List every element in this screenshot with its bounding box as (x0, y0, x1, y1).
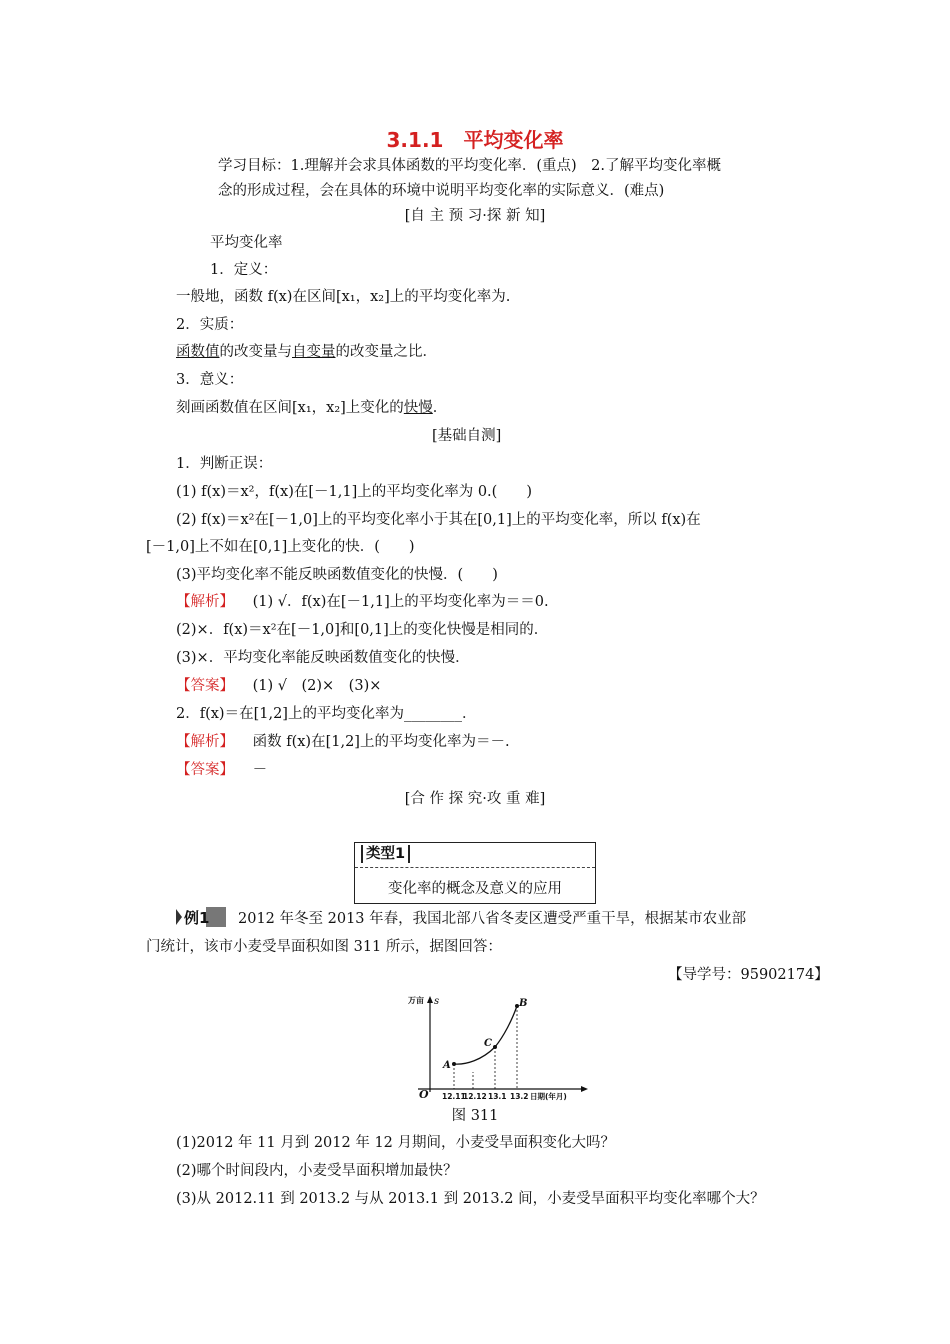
q1-label: 1．判断正误： (176, 456, 273, 472)
q1-analysis-line-1 (176, 592, 549, 612)
figure-point-a: A (443, 1060, 451, 1071)
q2-analysis-line (176, 732, 510, 752)
objectives-line-1: 学习目标：1.理解并会求具体函数的平均变化率．(重点) 2.了解平均变化率概 (218, 158, 721, 174)
question-3: (3)从 2012.11 到 2013.2 与从 2013.1 到 2013.2 间，小麦受旱面积平均变化率哪个大？ (176, 1191, 765, 1207)
selftest-header: [基础自测] (432, 428, 502, 444)
section-header-preview: [自 主 预 习·探 新 知] (404, 208, 546, 224)
q2-analysis: 函数 f(x)在[1,2]上的平均变化率为＝－. (252, 734, 510, 750)
figure-x-tick: 13.2 (510, 1092, 529, 1101)
figure-x-tick: 13.1 (488, 1092, 507, 1101)
analysis-tag: 【解析】 (176, 594, 234, 610)
figure-caption: 图 311 (451, 1108, 499, 1124)
figure-x-tick: 12.12 (463, 1092, 487, 1101)
analysis-tag-2: 【解析】 (176, 734, 234, 750)
definition-text: 一般地，函数 f(x)在区间[x₁，x₂]上的平均变化率为. (176, 289, 511, 305)
example-badge-label: 例1 (184, 909, 210, 927)
answer-tag-2: 【答案】 (176, 762, 234, 778)
meaning-text-end: ． (432, 400, 448, 416)
q1-analysis-1: (1) √．f(x)在[－1,1]上的平均变化率为＝＝0. (252, 594, 549, 610)
q1-item-2: (2) f(x)＝x²在[－1,0]上的平均变化率小于其在[0,1]上的平均变化率，所以 f(x)在 (176, 512, 701, 528)
essence-label: 2．实质： (176, 317, 244, 333)
meaning-blank: 快慢 (403, 400, 433, 416)
figure-origin: O (419, 1088, 429, 1101)
essence-text-end: 的改变量之比． (335, 344, 437, 360)
essence-text-mid: 的改变量与 (219, 344, 292, 360)
figure-x-tick: 12.11 (442, 1092, 466, 1101)
example-badge (176, 906, 228, 928)
definition-label: 1．定义： (210, 262, 278, 278)
type-label: 类型1 (361, 845, 410, 863)
q1-answer-line (176, 676, 381, 696)
meaning-label: 3．意义： (176, 372, 244, 388)
figure-y-label: s (434, 996, 440, 1007)
q2-answer-line (176, 760, 267, 780)
question-2: (2)哪个时间段内，小麦受旱面积增加最快？ (176, 1163, 458, 1179)
figure-y-unit: 万亩 (408, 996, 424, 1005)
figure-x-label: 日期(年月) (530, 1092, 567, 1101)
q1-item-3: (3)平均变化率不能反映函数值变化的快慢．( ) (176, 567, 498, 583)
q1-analysis-3: (3)×．平均变化率能反映函数值变化的快慢． (176, 650, 470, 666)
q1-item-2-cont: [－1,0]上不如在[0,1]上变化的快．( ) (146, 539, 415, 555)
meaning-text-start: 刻画函数值在区间[x₁，x₂]上变化的 (176, 400, 404, 416)
section-header-explore: [合 作 探 究·攻 重 难] (404, 791, 546, 807)
type-box (354, 842, 596, 904)
question-1: (1)2012 年 11 月到 2012 年 12 月期间，小麦受旱面积变化大吗？ (176, 1135, 616, 1151)
objectives-line-2: 念的形成过程，会在具体的环境中说明平均变化率的实际意义．(难点) (218, 183, 665, 199)
figure-point-c: C (484, 1038, 492, 1049)
drought-area-figure (404, 992, 604, 1102)
type-box-header (355, 843, 595, 868)
q1-item-1: (1) f(x)＝x²，f(x)在[－1,1]上的平均变化率为 0.( ) (176, 484, 532, 500)
answer-tag: 【答案】 (176, 678, 234, 694)
q2-text: 2．f(x)＝在[1,2]上的平均变化率为________． (176, 706, 477, 722)
q1-answer: (1) √ (2)× (3)× (252, 678, 382, 694)
q1-analysis-2: (2)×．f(x)＝x²在[－1,0]和[0,1]上的变化快慢是相同的． (176, 622, 549, 638)
topic-heading: 平均变化率 (210, 235, 283, 251)
meaning-text (176, 398, 447, 418)
essence-blank-2: 自变量 (292, 344, 336, 360)
example-text-2: 门统计，该市小麦受旱面积如图 311 所示，据图回答： (146, 939, 502, 955)
page-title: 3.1.1 平均变化率 (386, 128, 564, 152)
essence-text (176, 342, 437, 362)
type-name: 变化率的概念及意义的应用 (388, 881, 562, 897)
guide-number: 【导学号：95902174】 (668, 967, 829, 983)
q2-answer: － (252, 762, 268, 778)
essence-blank-1: 函数值 (176, 344, 220, 360)
figure-point-b: B (519, 998, 528, 1009)
example-text-1: 2012 年冬至 2013 年春，我国北部八省冬麦区遭受严重干旱，根据某市农业部 (238, 911, 747, 927)
